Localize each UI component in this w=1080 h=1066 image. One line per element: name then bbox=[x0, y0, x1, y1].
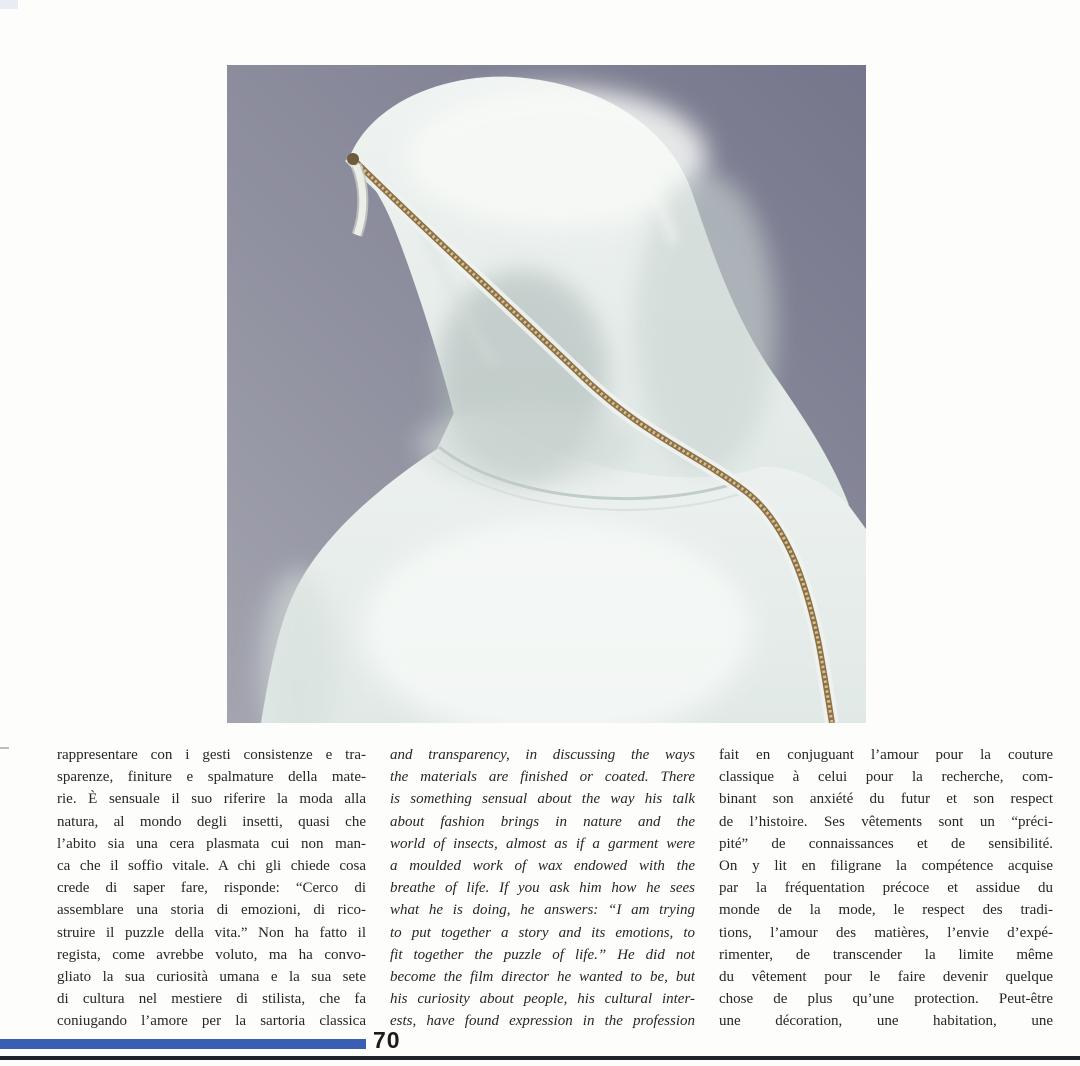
edge-dash bbox=[0, 747, 9, 749]
text-line: de l’histoire. Ses vêtements sont un “préci- bbox=[719, 813, 1053, 830]
text-line: classique à celui pour la recherche, com- bbox=[719, 769, 1053, 786]
text-line: become the film director he wanted to be, but bbox=[390, 968, 695, 985]
text-line: du vêtement pour le faire devenir quelque bbox=[719, 968, 1053, 985]
text-line: about fashion brings in nature and the bbox=[390, 813, 695, 830]
text-line: natura, al mondo degli insetti, quasi che bbox=[57, 813, 366, 830]
text-line: gliato la sua curiosità umana e la sua sete bbox=[57, 968, 366, 985]
text-line: monde de la mode, le respect des tradi- bbox=[719, 902, 1053, 919]
column-italian bbox=[57, 744, 366, 1032]
article-columns bbox=[57, 744, 1053, 1032]
text-line: assemblare una storia di emozioni, di rico- bbox=[57, 902, 366, 919]
text-line: rimenter, de transcender la limite même bbox=[719, 946, 1053, 963]
corner-mark bbox=[0, 0, 18, 9]
text-line: une décoration, une habitation, une bbox=[719, 1013, 1053, 1030]
text-line: coniugando l’amore per la sartoria classica bbox=[57, 1013, 366, 1030]
page-number: 70 bbox=[373, 1027, 401, 1053]
text-line: a moulded work of wax endowed with the bbox=[390, 857, 695, 874]
text-line: chose de plus qu’une protection. Peut-être bbox=[719, 991, 1053, 1008]
text-line: fait en conjuguant l’amour pour la couture bbox=[719, 747, 1053, 763]
column-english bbox=[390, 744, 695, 1032]
text-line: rappresentare con i gesti consistenze e tra- bbox=[57, 747, 366, 763]
text-line: tions, l’amour des matières, l’envie d’expé- bbox=[719, 924, 1053, 941]
text-line: ests, have found expression in the profession bbox=[390, 1013, 695, 1030]
text-line: world of insects, almost as if a garment were bbox=[390, 835, 695, 852]
text-line: is something sensual about the way his talk bbox=[390, 791, 695, 808]
text-line: rie. È sensuale il suo riferire la moda alla bbox=[57, 791, 366, 808]
text-line: and transparency, in discussing the ways bbox=[390, 747, 695, 763]
text-line: breathe of life. If you ask him how he sees bbox=[390, 880, 695, 897]
text-line: pité” de connaissances et de sensibilité. bbox=[719, 835, 1053, 852]
text-line: ca che il soffio vitale. A chi gli chiede cosa bbox=[57, 857, 366, 874]
text-line: the materials are finished or coated. There bbox=[390, 769, 695, 786]
text-line: sparenze, finiture e spalmature della mate- bbox=[57, 769, 366, 786]
text-line: regista, come avrebbe voluto, ma ha convo- bbox=[57, 946, 366, 963]
text-line: what he is doing, he answers: “I am trying bbox=[390, 902, 695, 919]
text-line: On y lit en filigrane la compétence acquise bbox=[719, 857, 1053, 874]
text-line: di cultura nel mestiere di stilista, che fa bbox=[57, 991, 366, 1008]
text-line: struire il puzzle della vita.” Non ha fatto il bbox=[57, 924, 366, 941]
footer-accent-bar bbox=[0, 1039, 366, 1049]
bottom-rule bbox=[0, 1056, 1080, 1060]
text-line: his curiosity about people, his cultural inter- bbox=[390, 991, 695, 1008]
hooded-figure-photo bbox=[227, 65, 866, 723]
text-line: crede di saper fare, risponde: “Cerco di bbox=[57, 880, 366, 897]
text-line: to put together a story and its emotions, to bbox=[390, 924, 695, 941]
text-line: fit together the puzzle of life.” He did not bbox=[390, 946, 695, 963]
hooded-figure-illustration bbox=[227, 65, 866, 723]
column-french bbox=[719, 744, 1053, 1032]
text-line: l’abito sia una cera plasmata cui non man- bbox=[57, 835, 366, 852]
text-line: par la fréquentation précoce et assidue du bbox=[719, 880, 1053, 897]
text-line: binant son anxiété du futur et son respect bbox=[719, 791, 1053, 808]
